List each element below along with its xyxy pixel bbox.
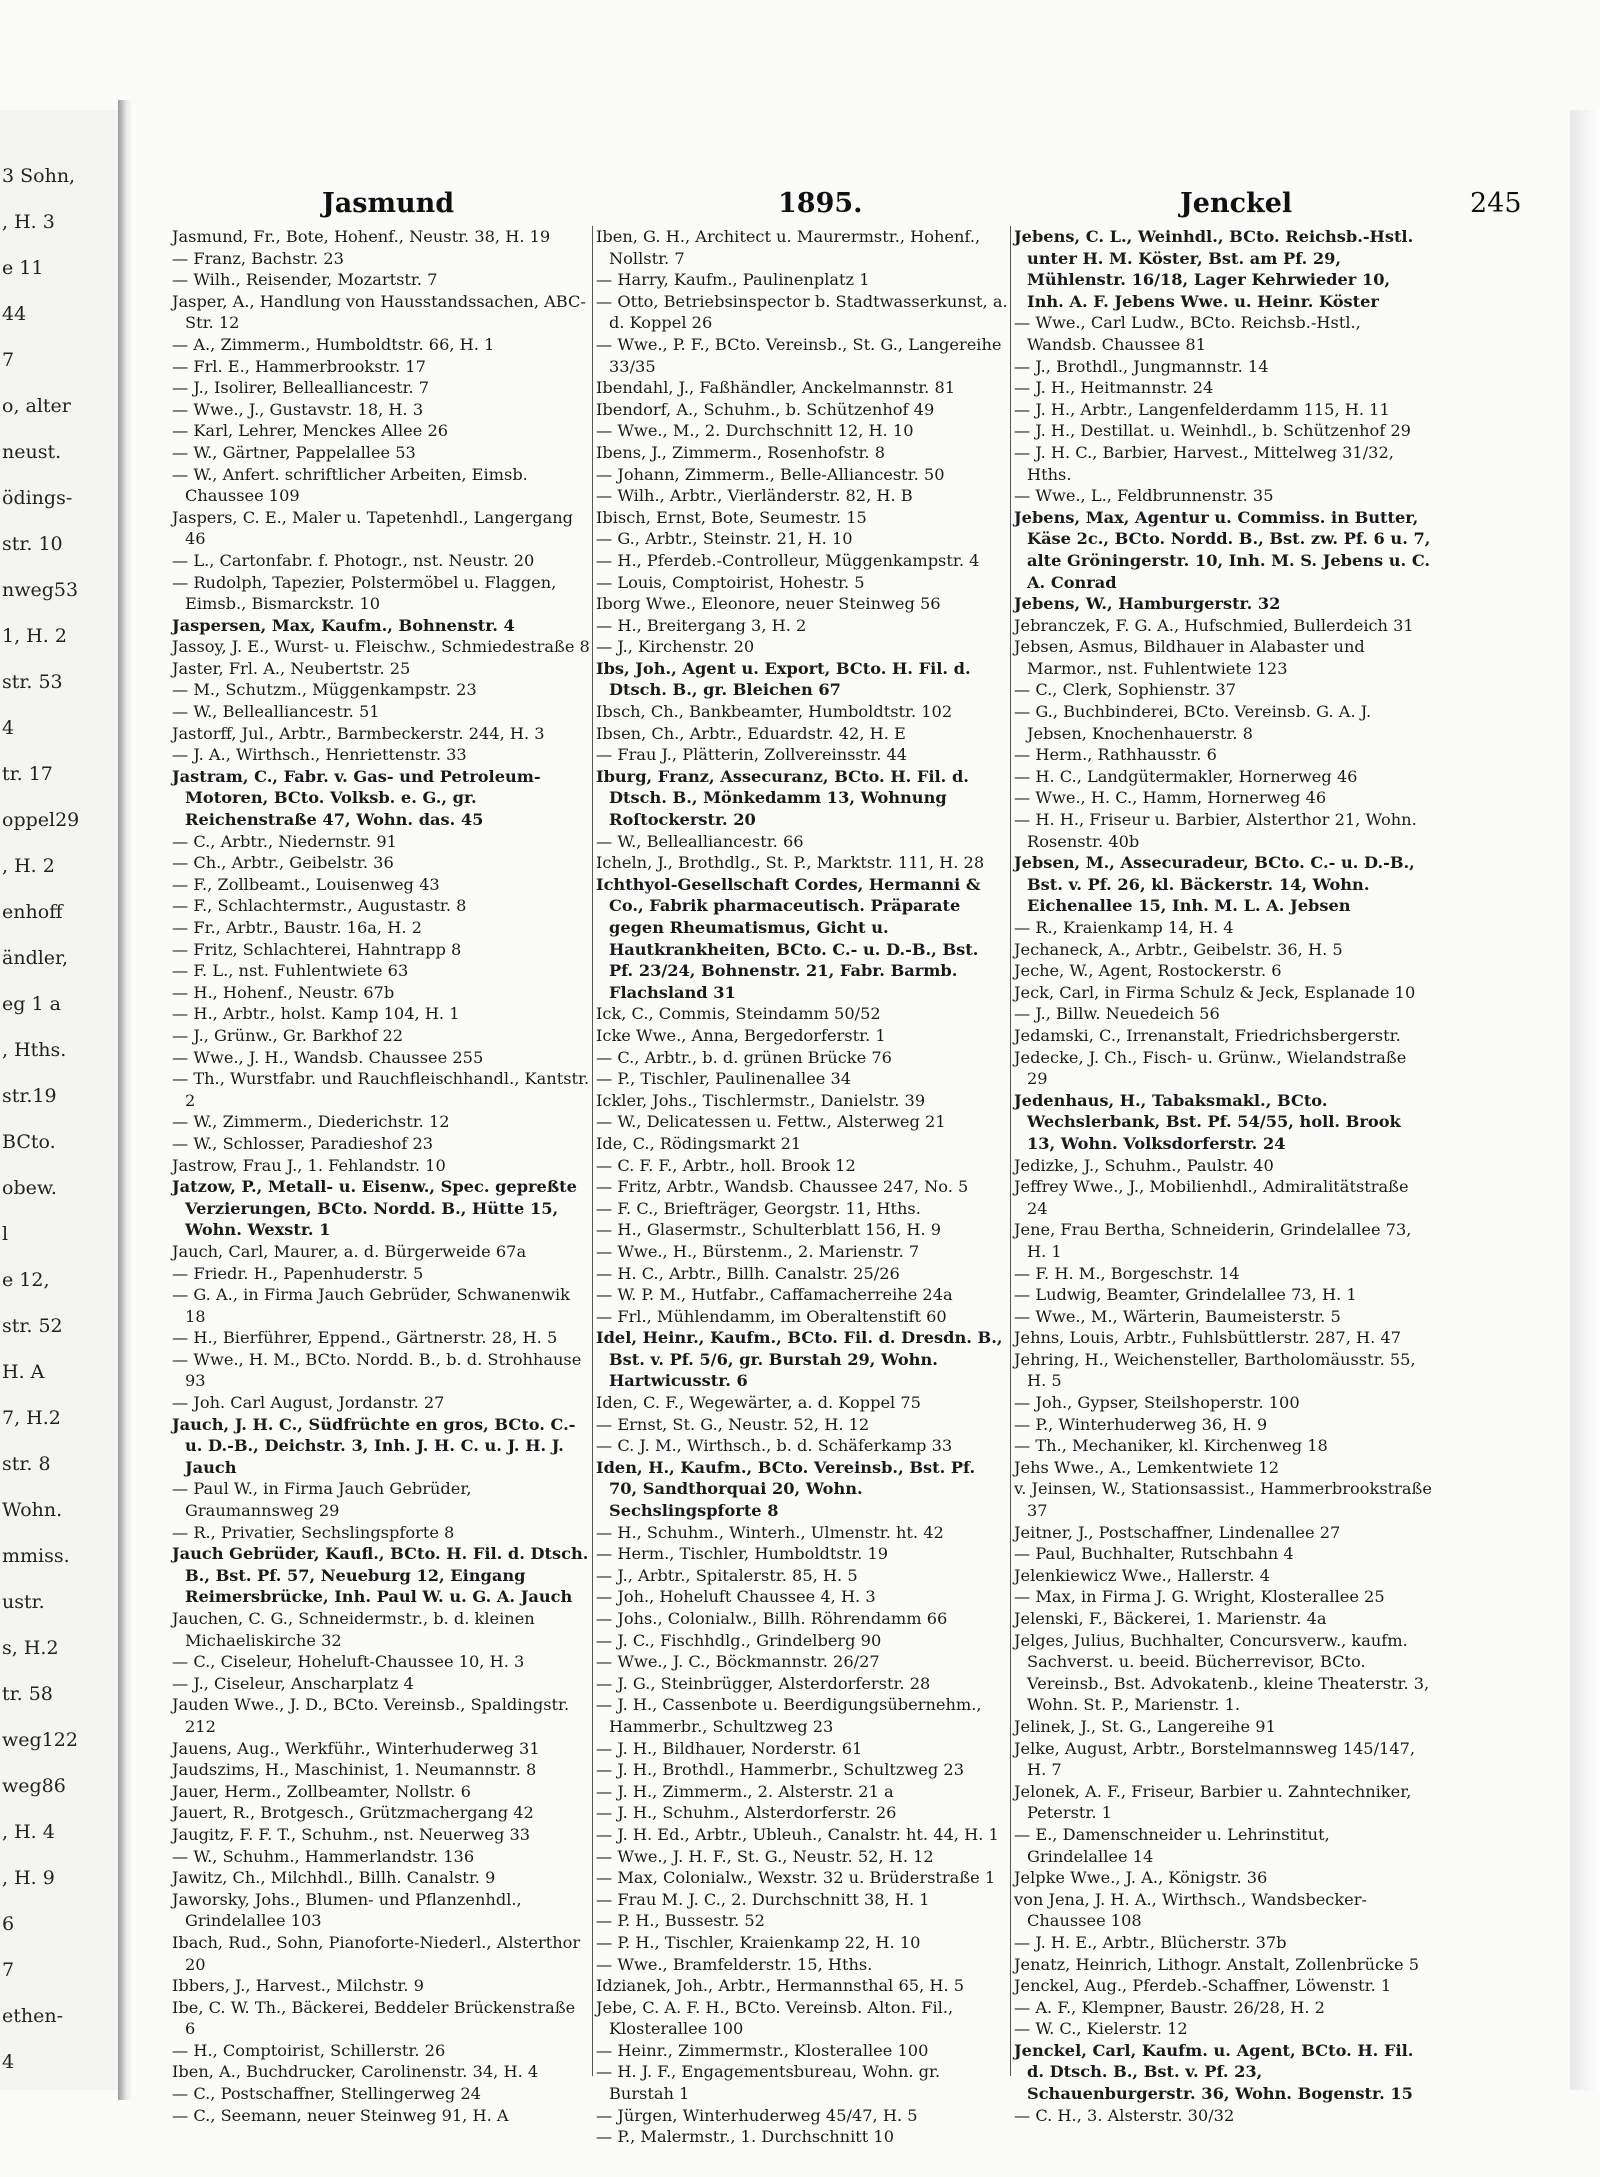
directory-entry: — W., Delicatessen u. Fettw., Alsterweg 21 (596, 1112, 946, 1132)
directory-entry: — J., Ciseleur, Anscharplatz 4 (172, 1673, 414, 1693)
directory-entry: — J. H., Arbtr., Langenfelderdamm 115, H. 11 (1014, 399, 1390, 419)
directory-entry: — R., Kraienkamp 14, H. 4 (1014, 918, 1234, 937)
directory-entry: Jelonek, A. F., Friseur, Barbier u. Zahntechniker, Peterstr. 1 (1014, 1781, 1412, 1823)
directory-entry: v. Jeinsen, W., Stationsassist., Hammerbrookstraße 37 (1014, 1479, 1432, 1521)
directory-entry: Jaworsky, Johs., Blumen- und Pflanzenhdl., Grindelallee 103 (172, 1889, 522, 1931)
directory-entry: — J. H., Schuhm., Alsterdorferstr. 26 (596, 1803, 897, 1823)
directory-entry: — J. H., Destillat. u. Weinhdl., b. Schützenhof 29 (1014, 421, 1411, 441)
directory-entry: — Frl. E., Hammerbrookstr. 17 (172, 356, 426, 376)
directory-entry: Ibens, J., Zimmerm., Rosenhofstr. 8 (596, 442, 886, 462)
directory-entry: — C. F. F., Arbtr., holl. Brook 12 (596, 1155, 856, 1175)
running-head-left: Jasmund (322, 188, 455, 219)
previous-page-fragment: str. 8 (2, 1453, 51, 1475)
directory-entry: Icke Wwe., Anna, Bergedorferstr. 1 (596, 1025, 886, 1045)
directory-entry: — J. H., Brothdl., Hammerbr., Schultzweg 23 (596, 1760, 964, 1780)
directory-entry: Jaster, Frl. A., Neubertstr. 25 (172, 658, 411, 678)
directory-entry: — F. H. M., Borgeschstr. 14 (1014, 1263, 1240, 1283)
directory-entry: Jedamski, C., Irrenanstalt, Friedrichsbergerstr. (1014, 1025, 1401, 1045)
previous-page-fragment: nweg53 (2, 579, 79, 601)
previous-page-fragment: l (2, 1223, 9, 1245)
directory-entry: — P. H., Bussestr. 52 (596, 1911, 765, 1931)
previous-page-fragment: 1, H. 2 (2, 625, 67, 647)
directory-entry: — H. C., Landgütermakler, Hornerweg 46 (1014, 766, 1358, 786)
directory-entry: — G., Arbtr., Steinstr. 21, H. 10 (596, 529, 853, 549)
directory-entry: Jechaneck, A., Arbtr., Geibelstr. 36, H. 5 (1014, 939, 1343, 959)
previous-page-fragment: e 12, (2, 1269, 50, 1291)
directory-entry: Jelenski, F., Bäckerei, 1. Marienstr. 4a (1014, 1609, 1327, 1628)
directory-entry: Jastrow, Frau J., 1. Fehlandstr. 10 (172, 1155, 446, 1175)
directory-entry: Ick, C., Commis, Steindamm 50/52 (596, 1004, 881, 1024)
directory-entry: — J. H., Cassenbote u. Beerdigungsübernehm., Hammerbr., Schultzweg 23 (596, 1695, 982, 1736)
previous-page-fragment: weg86 (2, 1775, 66, 1797)
directory-entry: — H., Hohenf., Neustr. 67b (172, 982, 395, 1002)
directory-entry: — Frau J., Plätterin, Zollvereinsstr. 44 (596, 745, 908, 765)
directory-entry: — Wilh., Arbtr., Vierländerstr. 82, H. B (596, 486, 913, 506)
previous-page-fragment: mmiss. (2, 1545, 70, 1567)
previous-page-fragment: str. 53 (2, 671, 63, 693)
directory-entry: Jauert, R., Brotgesch., Grützmachergang 42 (172, 1803, 534, 1823)
previous-page-fragment: H. A (2, 1361, 45, 1383)
directory-entry: Jauch, J. H. C., Südfrüchte en gros, BCto. C.- u. D.-B., Deichstr. 3, Inh. J. H. C. u. J. H. J. Jauch (172, 1414, 576, 1477)
previous-page-fragment: 4 (2, 717, 15, 739)
directory-entry: — L., Cartonfabr. f. Photogr., nst. Neustr. 20 (172, 550, 535, 570)
previous-page-fragment: Wohn. (2, 1499, 63, 1521)
previous-page-fragment: enhoff (2, 901, 63, 923)
previous-page-fragment: str. 10 (2, 533, 63, 555)
directory-entry: — W. P. M., Hutfabr., Caffamacherreihe 24a (596, 1285, 953, 1305)
directory-entry: — W., Schlosser, Paradieshof 23 (172, 1133, 434, 1153)
column-rule (1010, 226, 1011, 2076)
directory-entry: Jauens, Aug., Werkführ., Winterhuderweg 31 (172, 1738, 540, 1758)
directory-entry: Jelinek, J., St. G., Langereihe 91 (1014, 1716, 1276, 1736)
directory-entry: Iden, C. F., Wegewärter, a. d. Koppel 75 (596, 1393, 921, 1413)
directory-entry: Iburg, Franz, Assecuranz, BCto. H. Fil. d. Dtsch. B., Mönkedamm 13, Wohnung Roſtockerstr. 20 (596, 766, 969, 830)
directory-entry: Jeche, W., Agent, Rostockerstr. 6 (1014, 961, 1282, 981)
directory-column-2 (596, 226, 1008, 2147)
directory-entry: Jasmund, Fr., Bote, Hohenf., Neustr. 38, H. 19 (172, 227, 551, 246)
directory-entry: — Franz, Bachstr. 23 (172, 248, 344, 268)
directory-entry: — Joh. Carl August, Jordanstr. 27 (172, 1393, 445, 1413)
directory-entry: — Harry, Kaufm., Paulinenplatz 1 (596, 270, 870, 290)
directory-entry: Icheln, J., Brothdlg., St. P., Marktstr. 111, H. 28 (596, 853, 985, 873)
directory-entry: Jene, Frau Bertha, Schneiderin, Grindelallee 73, H. 1 (1014, 1220, 1412, 1261)
directory-entry: Jawitz, Ch., Milchhdl., Billh. Canalstr. 9 (172, 1868, 496, 1888)
directory-entry: — C., Postschaffner, Stellingerweg 24 (172, 2084, 481, 2104)
directory-entry: — P., Tischler, Paulinenallee 34 (596, 1069, 852, 1089)
directory-entry: Jelpke Wwe., J. A., Königstr. 36 (1014, 1868, 1268, 1888)
directory-entry: Jenckel, Carl, Kaufm. u. Agent, BCto. H. Fil. d. Dtsch. B., Bst. v. Pf. 23, Schauenburgerstr. 36, Wohn. Bogenstr. 15 (1014, 2040, 1414, 2104)
running-head-year: 1895. (778, 188, 863, 219)
directory-entry: — P., Winterhuderweg 36, H. 9 (1014, 1414, 1268, 1434)
directory-entry: Jeitner, J., Postschaffner, Lindenallee 27 (1014, 1522, 1341, 1542)
directory-entry: Jelges, Julius, Buchhalter, Concursverw., kaufm. Sachverst. u. beeid. Bücherrevisor, BCto. Vereinsb., Bst. Advokatenb., kleine Theaterstr. 3, Wohn. St. P., Marienstr. 1. (1014, 1630, 1430, 1715)
directory-entry: — W., Anfert. schriftlicher Arbeiten, Eimsb. Chaussee 109 (172, 464, 528, 506)
previous-page-fragment: e 11 (2, 257, 44, 279)
directory-entry: Ibbers, J., Harvest., Milchstr. 9 (172, 1976, 424, 1996)
directory-entry: — H. H., Friseur u. Barbier, Alsterthor 21, Wohn. Rosenstr. 40b (1014, 810, 1417, 851)
directory-entry: — Wwe., Carl Ludw., BCto. Reichsb.-Hstl., Wandsb. Chaussee 81 (1014, 313, 1361, 354)
directory-entry: Jauch, Carl, Maurer, a. d. Bürgerweide 67a (172, 1241, 527, 1261)
directory-entry: — Max, in Firma J. G. Wright, Klosterallee 25 (1014, 1587, 1385, 1607)
directory-entry: — C., Arbtr., Niedernstr. 91 (172, 831, 397, 851)
book-gutter (118, 100, 132, 2100)
directory-entry: Iborg Wwe., Eleonore, neuer Steinweg 56 (596, 594, 941, 614)
directory-entry: — F., Schlachtermstr., Augustastr. 8 (172, 896, 467, 916)
directory-entry: — J. H. Ed., Arbtr., Ubleuh., Canalstr. ht. 44, H. 1 (596, 1824, 999, 1844)
directory-entry: — Paul W., in Firma Jauch Gebrüder, Graumannsweg 29 (172, 1479, 472, 1521)
directory-entry: — J. H., Heitmannstr. 24 (1014, 378, 1214, 398)
directory-entry: Jaspers, C. E., Maler u. Tapetenhdl., Langergang 46 (172, 507, 574, 549)
directory-entry: — Wwe., P. F., BCto. Vereinsb., St. G., Langereihe 33/35 (596, 334, 1002, 376)
directory-entry: — F. L., nst. Fuhlentwiete 63 (172, 961, 409, 981)
column-rule (592, 226, 593, 2076)
directory-entry: — J. A., Wirthsch., Henriettenstr. 33 (172, 745, 467, 765)
directory-entry: — J. H., Zimmerm., 2. Alsterstr. 21 a (596, 1781, 894, 1801)
previous-page-fragment: neust. (2, 441, 62, 463)
previous-page-fragment: ödings- (2, 487, 73, 509)
directory-entry: — F. C., Briefträger, Georgstr. 11, Hths. (596, 1198, 921, 1218)
directory-entry: — Max, Colonialw., Wexstr. 32 u. Brüderstraße 1 (596, 1868, 996, 1888)
directory-entry: — J., Billw. Neuedeich 56 (1014, 1004, 1220, 1024)
directory-entry: — Wwe., J. C., Böckmannstr. 26/27 (596, 1652, 880, 1672)
directory-entry: Jaudszims, H., Maschinist, 1. Neumannstr. 8 (172, 1760, 537, 1780)
previous-page-fragment: , Hths. (2, 1039, 67, 1061)
directory-entry: — C., Arbtr., b. d. grünen Brücke 76 (596, 1047, 892, 1067)
previous-page-fragment: 7 (2, 349, 15, 371)
previous-page-fragment: 3 Sohn, (2, 165, 76, 187)
previous-page-fragment: s, H.2 (2, 1637, 59, 1659)
directory-entry: — Herm., Tischler, Humboldtstr. 19 (596, 1544, 889, 1564)
directory-entry: Jebens, W., Hamburgerstr. 32 (1014, 594, 1281, 614)
directory-entry: — J., Arbtr., Spitalerstr. 85, H. 5 (596, 1565, 858, 1585)
directory-entry: — Ernst, St. G., Neustr. 52, H. 12 (596, 1414, 870, 1434)
directory-entry: — Rudolph, Tapezier, Polstermöbel u. Flaggen, Eimsb., Bismarckstr. 10 (172, 572, 557, 614)
previous-page-fragment: obew. (2, 1177, 57, 1199)
directory-entry: Jaspersen, Max, Kaufm., Bohnenstr. 4 (172, 615, 515, 635)
previous-page-fragment: , H. 4 (2, 1821, 55, 1843)
previous-page-fragment: ustr. (2, 1591, 45, 1613)
directory-entry: — H. C., Arbtr., Billh. Canalstr. 25/26 (596, 1263, 900, 1283)
directory-entry: Ickler, Johs., Tischlermstr., Danielstr. 39 (596, 1090, 926, 1110)
directory-entry: — C., Ciseleur, Hoheluft-Chaussee 10, H. 3 (172, 1652, 525, 1672)
directory-entry: Ibisch, Ernst, Bote, Seumestr. 15 (596, 507, 867, 527)
previous-page-fragment: 6 (2, 1913, 15, 1935)
directory-entry: — Fr., Arbtr., Baustr. 16a, H. 2 (172, 918, 422, 937)
page-number: 245 (1470, 188, 1522, 219)
directory-entry: Jelke, August, Arbtr., Borstelmannsweg 145/147, H. 7 (1014, 1738, 1416, 1780)
directory-entry: Jedecke, J. Ch., Fisch- u. Grünw., Wielandstraße 29 (1014, 1047, 1407, 1089)
directory-entry: — Wwe., H. C., Hamm, Hornerweg 46 (1014, 788, 1327, 808)
directory-entry: — C., Seemann, neuer Steinweg 91, H. A (172, 2105, 509, 2125)
previous-page-fragment: eg 1 a (2, 993, 61, 1015)
previous-page-fragment: , H. 3 (2, 211, 55, 233)
directory-entry: Jeffrey Wwe., J., Mobilienhdl., Admiralitätstraße 24 (1014, 1177, 1409, 1218)
directory-entry: Jehns, Louis, Arbtr., Fuhlsbüttlerstr. 287, H. 47 (1014, 1328, 1402, 1348)
directory-entry: Jastorff, Jul., Arbtr., Barmbeckerstr. 244, H. 3 (172, 723, 545, 743)
directory-entry: — Joh., Gypser, Steilshoperstr. 100 (1014, 1393, 1300, 1413)
directory-entry: Ichthyol-Gesellschaft Cordes, Hermanni & Co., Fabrik pharmaceutisch. Präparate gegen Rheumatismus, Gicht u. Hautkrankheiten, BCto. C.- u. D.-B., Bst. Pf. 23/24, Bohnenstr. 21, Fabr. Barmb. Flachsland 31 (596, 874, 981, 1002)
directory-entry: Jebsen, Asmus, Bildhauer in Alabaster und Marmor., nst. Fuhlentwiete 123 (1014, 637, 1365, 678)
directory-entry: — Wwe., L., Feldbrunnenstr. 35 (1014, 486, 1274, 506)
directory-entry: Jelenkiewicz Wwe., Hallerstr. 4 (1014, 1565, 1270, 1585)
directory-entry: — C. J. M., Wirthsch., b. d. Schäferkamp 33 (596, 1436, 953, 1456)
directory-entry: — P., Malermstr., 1. Durchschnitt 10 (596, 2127, 895, 2147)
previous-page-fragment: str. 52 (2, 1315, 63, 1337)
previous-page-fragment: 7 (2, 1959, 15, 1981)
directory-column-1 (172, 226, 590, 2125)
previous-page-fragment: oppel29 (2, 809, 80, 831)
directory-entry: — J., Isolirer, Bellealliancestr. 7 (172, 378, 430, 398)
directory-entry: Jebens, Max, Agentur u. Commiss. in Butter, Käse 2c., BCto. Nordd. B., Bst. zw. Pf. 6 u. 7, alte Gröningerstr. 10, Inh. M. S. Jebens u. C. A. Conrad (1014, 507, 1431, 592)
directory-entry: Jauden Wwe., J. D., BCto. Vereinsb., Spaldingstr. 212 (172, 1695, 570, 1736)
directory-entry: Iben, G. H., Architect u. Maurermstr., Hohenf., Nollstr. 7 (596, 227, 981, 268)
directory-entry: — R., Privatier, Sechslingspforte 8 (172, 1522, 455, 1542)
directory-entry: — H., Bierführer, Eppend., Gärtnerstr. 28, H. 5 (172, 1328, 558, 1348)
directory-entry: — Herm., Rathhausstr. 6 (1014, 745, 1217, 765)
directory-entry: Jauchen, C. G., Schneidermstr., b. d. kleinen Michaeliskirche 32 (172, 1609, 535, 1650)
directory-entry: — J., Grünw., Gr. Barkhof 22 (172, 1025, 404, 1045)
directory-entry: — C. H., 3. Alsterstr. 30/32 (1014, 2105, 1235, 2125)
directory-entry: — Fritz, Schlachterei, Hahntrapp 8 (172, 939, 462, 959)
directory-entry: — W., Schuhm., Hammerlandstr. 136 (172, 1846, 475, 1866)
directory-entry: Jastram, C., Fabr. v. Gas- und Petroleum-Motoren, BCto. Volksb. e. G., gr. Reichenstraße 47, Wohn. das. 45 (172, 766, 541, 830)
directory-entry: Ibsen, Ch., Arbtr., Eduardstr. 42, H. E (596, 723, 906, 743)
directory-entry: — W. C., Kielerstr. 12 (1014, 2019, 1188, 2039)
directory-entry: — Friedr. H., Papenhuderstr. 5 (172, 1263, 424, 1283)
directory-entry: — W., Bellealliancestr. 51 (172, 702, 380, 722)
directory-entry: — G., Buchbinderei, BCto. Vereinsb. G. A. J. Jebsen, Knochenhauerstr. 8 (1014, 702, 1372, 743)
previous-page-fragment: , H. 9 (2, 1867, 55, 1889)
directory-entry: Jenatz, Heinrich, Lithogr. Anstalt, Zollenbrücke 5 (1014, 1954, 1420, 1974)
running-head-right: Jenckel (1180, 188, 1293, 219)
directory-entry: — W., Zimmerm., Diederichstr. 12 (172, 1112, 450, 1132)
previous-page-fragment: 7, H.2 (2, 1407, 61, 1429)
directory-entry: Jebens, C. L., Weinhdl., BCto. Reichsb.-Hstl. unter H. M. Köster, Bst. am Pf. 29, Mühlenstr. 16/18, Lager Kehrwieder 10, Inh. A. F. Jebens Wwe. u. Heinr. Köster (1014, 227, 1414, 311)
directory-entry: — H. J. F., Engagementsbureau, Wohn. gr. Burstah 1 (596, 2062, 941, 2104)
directory-entry: — H., Glasermstr., Schulterblatt 156, H. 9 (596, 1220, 942, 1240)
directory-entry: Jaugitz, F. F. T., Schuhm., nst. Neuerweg 33 (172, 1824, 531, 1844)
directory-entry: — Wilh., Reisender, Mozartstr. 7 (172, 270, 438, 290)
directory-entry: Jauer, Herm., Zollbeamter, Nollstr. 6 (172, 1781, 471, 1801)
directory-entry: Ide, C., Rödingsmarkt 21 (596, 1133, 802, 1153)
previous-page-fragment: ethen- (2, 2005, 64, 2027)
directory-entry: Jebranczek, F. G. A., Hufschmied, Bullerdeich 31 (1014, 615, 1414, 635)
directory-entry: — Wwe., J., Gustavstr. 18, H. 3 (172, 399, 424, 419)
directory-entry: — Fritz, Arbtr., Wandsb. Chaussee 247, No. 5 (596, 1177, 969, 1197)
directory-entry: Idzianek, Joh., Arbtr., Hermannsthal 65, H. 5 (596, 1976, 965, 1996)
directory-entry: — H., Comptoirist, Schillerstr. 26 (172, 2040, 446, 2060)
directory-entry: — J. H. C., Barbier, Harvest., Mittelweg 31/32, Hths. (1014, 442, 1394, 484)
directory-entry: Ibendahl, J., Faßhändler, Anckelmannstr. 81 (596, 378, 956, 398)
directory-entry: Jebe, C. A. F. H., BCto. Vereinsb. Alton. Fil., Klosterallee 100 (596, 1997, 954, 2039)
directory-entry: — Johann, Zimmerm., Belle-Alliancestr. 50 (596, 464, 945, 484)
directory-entry: Ibsch, Ch., Bankbeamter, Humboldtstr. 102 (596, 702, 953, 722)
directory-entry: — C., Clerk, Sophienstr. 37 (1014, 680, 1237, 700)
directory-entry: Jedenhaus, H., Tabaksmakl., BCto. Wechslerbank, Bst. Pf. 54/55, holl. Brook 13, Wohn. Volksdorferstr. 24 (1014, 1090, 1401, 1153)
directory-entry: — P. H., Tischler, Kraienkamp 22, H. 10 (596, 1932, 921, 1952)
directory-entry: — J. G., Steinbrügger, Alsterdorferstr. 28 (596, 1673, 931, 1693)
directory-entry: Jassoy, J. E., Wurst- u. Fleischw., Schmiedestraße 8 (172, 637, 590, 657)
directory-entry: — W., Gärtner, Pappelallee 53 (172, 442, 416, 462)
page-edge-shadow (1570, 110, 1600, 2090)
directory-entry: — M., Schutzm., Müggenkampstr. 23 (172, 680, 477, 700)
directory-entry: Ibendorf, A., Schuhm., b. Schützenhof 49 (596, 399, 935, 419)
directory-entry: — Ludwig, Beamter, Grindelallee 73, H. 1 (1014, 1285, 1357, 1305)
directory-entry: — Ch., Arbtr., Geibelstr. 36 (172, 853, 394, 873)
directory-entry: — Paul, Buchhalter, Rutschbahn 4 (1014, 1544, 1294, 1564)
previous-page-fragment: weg122 (2, 1729, 78, 1751)
directory-entry: — Frl., Mühlendamm, im Oberaltenstift 60 (596, 1306, 947, 1326)
directory-entry: — Heinr., Zimmermstr., Klosterallee 100 (596, 2040, 929, 2060)
directory-entry: — J. C., Fischhdlg., Grindelberg 90 (596, 1630, 882, 1650)
directory-entry: Jehs Wwe., A., Lemkentwiete 12 (1014, 1457, 1280, 1477)
previous-page-fragment: 4 (2, 2051, 15, 2073)
directory-entry: — W., Bellealliancestr. 66 (596, 831, 804, 851)
directory-entry: — A. F., Klempner, Baustr. 26/28, H. 2 (1014, 1997, 1325, 2017)
previous-page-fragment: BCto. (2, 1131, 56, 1153)
directory-entry: — Wwe., J. H. F., St. G., Neustr. 52, H. 12 (596, 1846, 934, 1866)
directory-entry: Jeck, Carl, in Firma Schulz & Jeck, Esplanade 10 (1014, 982, 1416, 1002)
directory-entry: — Frau M. J. C., 2. Durchschnitt 38, H. 1 (596, 1889, 930, 1909)
directory-entry: — F., Zollbeamt., Louisenweg 43 (172, 874, 440, 894)
previous-page-fragment: 44 (2, 303, 27, 325)
directory-entry: — Johs., Colonialw., Billh. Röhrendamm 66 (596, 1609, 948, 1628)
directory-entry: Iben, A., Buchdrucker, Carolinenstr. 34, H. 4 (172, 2062, 539, 2082)
directory-entry: — A., Zimmerm., Humboldtstr. 66, H. 1 (172, 334, 495, 354)
directory-entry: — H., Schuhm., Winterh., Ulmenstr. ht. 42 (596, 1522, 944, 1542)
directory-entry: Jauch Gebrüder, Kaufl., BCto. H. Fil. d. Dtsch. B., Bst. Pf. 57, Neueburg 12, Eingang Reimersbrücke, Inh. Paul W. u. G. A. Jauch (172, 1544, 589, 1607)
directory-entry: Jenckel, Aug., Pferdeb.-Schaffner, Löwenstr. 1 (1014, 1976, 1392, 1996)
directory-entry: Jatzow, P., Metall- u. Eisenw., Spec. gepreßte Verzierungen, BCto. Nordd. B., Hütte 15, Wohn. Wexstr. 1 (172, 1177, 577, 1240)
directory-entry: Iden, H., Kaufm., BCto. Vereinsb., Bst. Pf. 70, Sandthorquai 20, Wohn. Sechslingspforte 8 (596, 1457, 976, 1521)
directory-entry: — Louis, Comptoirist, Hohestr. 5 (596, 572, 865, 592)
directory-entry: — H., Arbtr., holst. Kamp 104, H. 1 (172, 1004, 460, 1024)
directory-entry: Ibach, Rud., Sohn, Pianoforte-Niederl., Alsterthor 20 (172, 1932, 581, 1974)
directory-entry: Jasper, A., Handlung von Hausstandssachen, ABC-Str. 12 (172, 291, 586, 333)
directory-entry: — Wwe., H., Bürstenm., 2. Marienstr. 7 (596, 1241, 920, 1261)
directory-entry: — Wwe., Bramfelderstr. 15, Hths. (596, 1954, 873, 1974)
previous-page-edge (0, 110, 120, 2090)
directory-entry: — J., Kirchenstr. 20 (596, 637, 755, 657)
directory-entry: — H., Breitergang 3, H. 2 (596, 615, 807, 635)
previous-page-fragment: , H. 2 (2, 855, 55, 877)
directory-entry: Jedizke, J., Schuhm., Paulstr. 40 (1014, 1155, 1274, 1175)
directory-entry: — J. H., Bildhauer, Norderstr. 61 (596, 1738, 863, 1758)
directory-entry: — Joh., Hoheluft Chaussee 4, H. 3 (596, 1587, 876, 1607)
directory-entry: — J. H. E., Arbtr., Blücherstr. 37b (1014, 1932, 1287, 1952)
directory-entry: — J., Brothdl., Jungmannstr. 14 (1014, 356, 1269, 376)
directory-entry: — Karl, Lehrer, Menckes Allee 26 (172, 421, 449, 441)
directory-entry: — Jürgen, Winterhuderweg 45/47, H. 5 (596, 2105, 918, 2125)
directory-entry: Ibs, Joh., Agent u. Export, BCto. H. Fil. d. Dtsch. B., gr. Bleichen 67 (596, 658, 971, 700)
directory-entry: — H., Pferdeb.-Controlleur, Müggenkampstr. 4 (596, 550, 980, 570)
directory-entry: — Wwe., H. M., BCto. Nordd. B., b. d. Strohhause 93 (172, 1349, 582, 1391)
directory-entry: — Otto, Betriebsinspector b. Stadtwasserkunst, a. d. Koppel 26 (596, 291, 1008, 333)
directory-column-3 (1014, 226, 1432, 2125)
directory-entry: — Th., Wurstfabr. und Rauchfleischhandl., Kantstr. 2 (172, 1069, 590, 1110)
previous-page-fragment: tr. 17 (2, 763, 53, 785)
directory-entry: Jehring, H., Weichensteller, Bartholomäusstr. 55, H. 5 (1014, 1349, 1416, 1391)
directory-entry: — G. A., in Firma Jauch Gebrüder, Schwanenwik 18 (172, 1285, 570, 1326)
directory-entry: — Wwe., J. H., Wandsb. Chaussee 255 (172, 1047, 484, 1067)
directory-entry: — Wwe., M., 2. Durchschnitt 12, H. 10 (596, 421, 914, 441)
previous-page-fragment: str.19 (2, 1085, 57, 1107)
directory-entry: — E., Damenschneider u. Lehrinstitut, Grindelallee 14 (1014, 1824, 1330, 1866)
directory-entry: — Th., Mechaniker, kl. Kirchenweg 18 (1014, 1436, 1328, 1456)
directory-entry: Ibe, C. W. Th., Bäckerei, Beddeler Brückenstraße 6 (172, 1997, 576, 2039)
previous-page-fragment: tr. 58 (2, 1683, 53, 1705)
previous-page-fragment: ändler, (2, 947, 69, 969)
directory-entry: — Wwe., M., Wärterin, Baumeisterstr. 5 (1014, 1306, 1341, 1326)
directory-entry: von Jena, J. H. A., Wirthsch., Wandsbecker-Chaussee 108 (1014, 1889, 1367, 1931)
directory-entry: Idel, Heinr., Kaufm., BCto. Fil. d. Dresdn. B., Bst. v. Pf. 5/6, gr. Burstah 29, Wohn. Hartwicusstr. 6 (596, 1328, 1003, 1391)
previous-page-fragment: o, alter (2, 395, 71, 417)
directory-entry: Jebsen, M., Assecuradeur, BCto. C.- u. D.-B., Bst. v. Pf. 26, kl. Bäckerstr. 14, Wohn. Eichenallee 15, Inh. M. L. A. Jebsen (1014, 853, 1415, 916)
